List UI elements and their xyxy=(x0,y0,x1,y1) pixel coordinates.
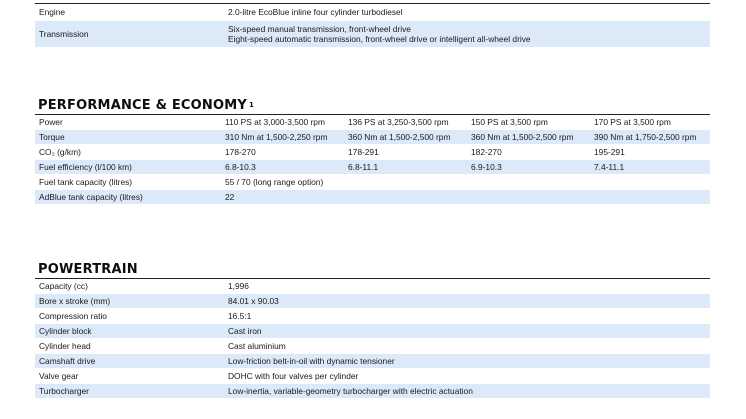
table-row xyxy=(35,4,710,21)
row-label: Fuel efficiency (l/100 km) xyxy=(35,160,221,175)
row-value: 1,996 xyxy=(224,279,710,294)
row-label: Engine xyxy=(35,4,224,21)
row-label: Camshaft drive xyxy=(35,354,224,369)
cell: 170 PS at 3,500 rpm xyxy=(590,115,710,130)
cell: 22 xyxy=(221,190,344,205)
table-row xyxy=(35,175,710,190)
cell: 195-291 xyxy=(590,145,710,160)
cell: 310 Nm at 1,500-2,250 rpm xyxy=(221,130,344,145)
row-value: 2.0-litre EcoBlue inline four cylinder turbodiesel xyxy=(224,4,710,21)
cell: 360 Nm at 1,500-2,500 rpm xyxy=(467,130,590,145)
row-label: Cylinder block xyxy=(35,324,224,339)
table-row xyxy=(35,384,710,399)
table-row xyxy=(35,309,710,324)
row-label: Compression ratio xyxy=(35,309,224,324)
table-row xyxy=(35,21,710,48)
value-line: Six-speed manual transmission, front-wheel drive xyxy=(228,24,411,34)
performance-section xyxy=(35,98,710,205)
cell: 6.9-10.3 xyxy=(467,160,590,175)
row-value xyxy=(224,21,710,48)
row-label: Turbocharger xyxy=(35,384,224,399)
cell: 182-270 xyxy=(467,145,590,160)
row-value: Low-inertia, variable-geometry turbocharger with electric actuation xyxy=(224,384,710,399)
cell: 7.4-11.1 xyxy=(590,160,710,175)
cell: 150 PS at 3,500 rpm xyxy=(467,115,590,130)
table-row xyxy=(35,324,710,339)
row-label: Cylinder head xyxy=(35,339,224,354)
performance-table xyxy=(35,115,710,205)
row-value: 16.5:1 xyxy=(224,309,710,324)
row-label: Valve gear xyxy=(35,369,224,384)
row-label: Transmission xyxy=(35,21,224,48)
table-row xyxy=(35,130,710,145)
row-value: Cast aluminium xyxy=(224,339,710,354)
table-row xyxy=(35,279,710,294)
table-row xyxy=(35,339,710,354)
row-label: Power xyxy=(35,115,221,130)
drivetrain-section xyxy=(35,0,710,48)
value-line: Eight-speed automatic transmission, front-wheel drive or intelligent all-wheel drive xyxy=(228,34,531,44)
row-label: AdBlue tank capacity (litres) xyxy=(35,190,221,205)
table-row xyxy=(35,115,710,130)
table-row xyxy=(35,160,710,175)
table-row xyxy=(35,294,710,309)
row-value: DOHC with four valves per cylinder xyxy=(224,369,710,384)
cell: 178-270 xyxy=(221,145,344,160)
row-value: Cast iron xyxy=(224,324,710,339)
performance-heading: PERFORMANCE & ECONOMY $^1$ xyxy=(38,98,255,113)
cell: 6.8-11.1 xyxy=(344,160,467,175)
cell: 136 PS at 3,250-3,500 rpm xyxy=(344,115,467,130)
table-row xyxy=(35,369,710,384)
cell xyxy=(467,175,590,190)
cell: 360 Nm at 1,500-2,500 rpm xyxy=(344,130,467,145)
row-value: 84.01 x 90.03 xyxy=(224,294,710,309)
row-label: Bore x stroke (mm) xyxy=(35,294,224,309)
cell xyxy=(590,175,710,190)
table-row xyxy=(35,145,710,160)
cell: 390 Nm at 1,750-2,500 rpm xyxy=(590,130,710,145)
powertrain-table xyxy=(35,279,710,399)
row-value: Low-friction belt-in-oil with dynamic tensioner xyxy=(224,354,710,369)
powertrain-section xyxy=(35,262,710,399)
cell: 178-291 xyxy=(344,145,467,160)
powertrain-heading: POWERTRAIN xyxy=(38,262,138,277)
drivetrain-table xyxy=(35,4,710,48)
cell: 55 / 70 (long range option) xyxy=(221,175,344,190)
cell xyxy=(344,190,467,205)
table-row xyxy=(35,354,710,369)
cell xyxy=(467,190,590,205)
cell xyxy=(590,190,710,205)
cell: 110 PS at 3,000-3,500 rpm xyxy=(221,115,344,130)
cell xyxy=(344,175,467,190)
row-label: Torque xyxy=(35,130,221,145)
row-label: Fuel tank capacity (litres) xyxy=(35,175,221,190)
table-row xyxy=(35,190,710,205)
footnote-marker: 1 xyxy=(249,101,255,109)
row-label: Capacity (cc) xyxy=(35,279,224,294)
cell: 6.8-10.3 xyxy=(221,160,344,175)
row-label: CO₂ (g/km) xyxy=(35,145,221,160)
